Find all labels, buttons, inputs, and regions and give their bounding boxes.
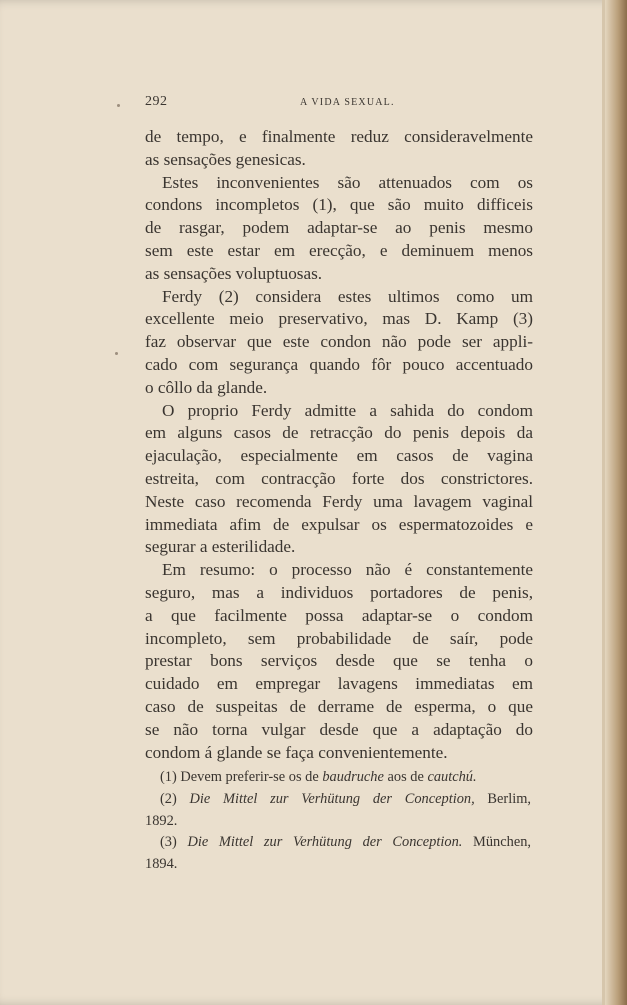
text-line: em alguns casos de retracção do penis depois da <box>145 423 533 443</box>
text-line: cuidado em empregar lavagens immediatas em <box>145 674 533 694</box>
text-line: se não torna vulgar desde que a adaptação do <box>145 719 533 739</box>
footnote-text: Devem preferir-se os de <box>176 769 323 785</box>
text-line: immediata afim de expulsar os espermatozoides e <box>145 514 533 534</box>
paper-speck <box>117 104 120 107</box>
footnote-text: Berlim, <box>474 790 531 807</box>
footnote-line <box>145 832 531 854</box>
text-line: Estes inconvenientes são attenuados com os <box>162 172 533 192</box>
paper-speck <box>115 352 118 355</box>
text-line: cado com segurança quando fôr pouco accentuado <box>145 354 533 374</box>
text-line: Em resumo: o processo não é constantemente <box>162 560 533 580</box>
text-line: de rasgar, podem adaptar-se ao penis mesmo <box>145 218 533 238</box>
footnote-line <box>145 767 531 789</box>
footnote-text: 1892. <box>145 812 178 829</box>
footnote-number: (3) <box>160 834 177 851</box>
running-head: A VIDA SEXUAL. <box>300 97 395 108</box>
text-line: Ferdy (2) considera estes ultimos como um <box>162 286 533 306</box>
text-line: de tempo, e finalmente reduz consideravelmente <box>145 127 533 146</box>
text-line: caso de suspeitas de derrame de esperma, o que <box>145 696 533 716</box>
text-line: segurar a esterilidade. <box>145 537 296 557</box>
text-line: a que facilmente possa adaptar-se o condom <box>145 605 533 625</box>
text-line: seguro, mas a individuos portadores de penis, <box>145 582 533 602</box>
text-line: prestar bons serviços desde que se tenha o <box>145 651 533 671</box>
text-line: faz observar que este condon não pode ser appli- <box>145 332 533 352</box>
footnote-text: aos de <box>383 769 428 785</box>
text-line: o côllo da glande. <box>145 377 268 397</box>
footnote-text <box>177 834 188 850</box>
page-header <box>145 94 530 112</box>
footnote-text <box>177 791 190 807</box>
text-line: incompleto, sem probabilidade de saír, pode <box>145 628 533 648</box>
text-line: excellente meio preservativo, mas D. Kamp (3) <box>145 309 533 329</box>
text-line: condons incompletos (1), que são muito difficeis <box>145 195 533 215</box>
text-line: Neste caso recomenda Ferdy uma lavagem vaginal <box>145 491 533 511</box>
footnote-title: Die Mittel zur Verhütung der Conception. <box>187 834 463 851</box>
page-number: 292 <box>145 94 168 109</box>
text-line: as sensações genesicas. <box>145 149 306 169</box>
footnote-line <box>145 811 531 833</box>
footnote-number: (1) <box>160 769 177 785</box>
body-text <box>145 126 533 764</box>
text-line: estreita, com contracção forte dos constrictores. <box>145 468 533 488</box>
text-line: O proprio Ferdy admitte a sahida do condom <box>162 400 533 420</box>
book-spine-shadow <box>605 0 627 1005</box>
footnote-title: Die Mittel zur Verhütung der Conception, <box>189 790 475 807</box>
text-line: as sensações voluptuosas. <box>145 263 323 283</box>
text-line: sem este estar em erecção, e deminuem menos <box>145 240 533 260</box>
footnote-text: München, <box>462 834 531 851</box>
footnote-number: (2) <box>160 790 177 807</box>
footnote-title: cautchú. <box>427 769 477 785</box>
footnote-line <box>145 854 531 876</box>
footnote-title: baudruche <box>322 769 384 785</box>
text-line: ejaculação, especialmente em casos de vagina <box>145 446 533 466</box>
footnotes <box>145 767 531 876</box>
text-line: condom á glande se faça convenientemente. <box>145 742 448 762</box>
footnote-text: 1894. <box>145 856 178 873</box>
footnote-line <box>145 789 531 811</box>
